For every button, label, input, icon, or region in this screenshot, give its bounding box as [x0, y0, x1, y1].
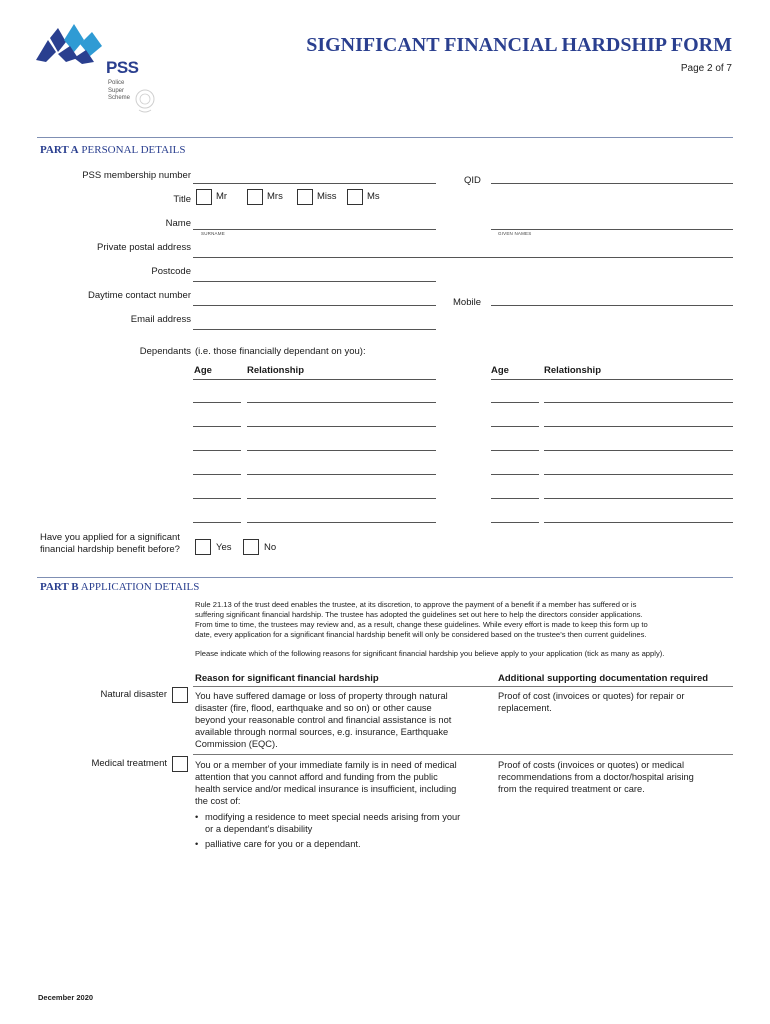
- qid-field[interactable]: [491, 183, 733, 184]
- dependants-age-header-left: Age: [194, 365, 212, 376]
- postcode-label: Postcode: [151, 266, 191, 277]
- postcode-field[interactable]: [193, 281, 436, 282]
- dependant-age-field[interactable]: [491, 498, 539, 499]
- dependant-age-field[interactable]: [193, 426, 241, 427]
- title-mrs-label: Mrs: [267, 191, 283, 202]
- medical-treatment-label: Medical treatment: [91, 758, 167, 769]
- mobile-label: Mobile: [453, 297, 481, 308]
- dependant-relationship-field[interactable]: [247, 402, 436, 403]
- natural-disaster-label: Natural disaster: [100, 689, 167, 700]
- title-miss-checkbox[interactable]: [297, 189, 313, 205]
- applied-no-checkbox[interactable]: [243, 539, 259, 555]
- reason-row-rule: [193, 754, 733, 755]
- dependants-age-header-right: Age: [491, 365, 509, 376]
- dependants-relationship-header-right: Relationship: [544, 365, 602, 376]
- dependant-relationship-field[interactable]: [247, 426, 436, 427]
- applied-yes-checkbox[interactable]: [195, 539, 211, 555]
- dependant-age-field[interactable]: [193, 402, 241, 403]
- membership-label: PSS membership number: [82, 170, 191, 181]
- medical-treatment-docs: Proof of costs (invoices or quotes) or medical recommendations from a doctor/hospital arising from the required treatment or care.: [498, 760, 694, 794]
- dependant-age-field[interactable]: [491, 450, 539, 451]
- logo-subtitle: Police Super Scheme: [108, 80, 131, 101]
- medical-treatment-bullet: • modifying a residence to meet special needs arising from your or a dependant’s disability: [195, 812, 461, 834]
- pss-logo: [36, 22, 166, 122]
- qid-label: QID: [464, 175, 481, 186]
- daytime-contact-field[interactable]: [193, 305, 436, 306]
- reason-table-header-rule: [193, 686, 733, 687]
- title-miss-label: Miss: [317, 191, 337, 202]
- medical-treatment-checkbox[interactable]: [172, 756, 188, 772]
- part-a-heading: PART A PERSONAL DETAILS: [40, 144, 186, 156]
- reason-column-header: Reason for significant financial hardship: [195, 673, 379, 684]
- title-mr-label: Mr: [216, 191, 228, 202]
- membership-number-field[interactable]: [193, 183, 436, 184]
- part-b-instruction: Please indicate which of the following reasons for significant financial hardship you believe apply to your application (tick as many as apply).: [195, 649, 665, 658]
- part-b-heading: PART B APPLICATION DETAILS: [40, 581, 200, 593]
- dependant-age-field[interactable]: [491, 522, 539, 523]
- dependant-age-field[interactable]: [193, 450, 241, 451]
- title-label: Title: [173, 194, 191, 205]
- logo-brand: PSS: [106, 58, 139, 77]
- applied-no-label: No: [264, 542, 277, 553]
- dependant-relationship-field[interactable]: [544, 522, 733, 523]
- dependant-age-field[interactable]: [193, 498, 241, 499]
- postal-address-label: Private postal address: [97, 242, 191, 253]
- natural-disaster-checkbox[interactable]: [172, 687, 188, 703]
- applied-before-label: Have you applied for a significant financial hardship benefit before?: [40, 532, 180, 555]
- surname-caption: SURNAME: [201, 231, 225, 236]
- mobile-field[interactable]: [491, 305, 733, 306]
- dependant-relationship-field[interactable]: [247, 474, 436, 475]
- dependant-relationship-field[interactable]: [544, 426, 733, 427]
- surname-field[interactable]: [193, 229, 436, 230]
- given-names-field[interactable]: [491, 229, 733, 230]
- dependant-age-field[interactable]: [193, 522, 241, 523]
- dependant-age-field[interactable]: [491, 474, 539, 475]
- docs-column-header: Additional supporting documentation required: [498, 673, 709, 684]
- medical-treatment-reason: You or a member of your immediate family is in need of medical attention that you cannot afford and funding from the public health service and/or medical insurance is insufficient, including the cost of:: [195, 760, 457, 806]
- pss-logo-mark-icon: [36, 22, 106, 64]
- header-divider: [37, 137, 733, 138]
- given-names-caption: GIVEN NAMES: [498, 231, 532, 236]
- page-title: SIGNIFICANT FINANCIAL HARDSHIP FORM: [306, 34, 732, 56]
- dependant-relationship-field[interactable]: [544, 402, 733, 403]
- bullet-icon: •: [195, 839, 199, 849]
- page-number: Page 2 of 7: [680, 63, 732, 74]
- crest-icon: [134, 86, 156, 114]
- medical-treatment-bullet: • palliative care for you or a dependant.: [195, 839, 361, 849]
- postal-address-field[interactable]: [193, 257, 733, 258]
- dependant-age-field[interactable]: [491, 426, 539, 427]
- dependant-relationship-field[interactable]: [247, 498, 436, 499]
- dependant-relationship-field[interactable]: [544, 498, 733, 499]
- title-mr-checkbox[interactable]: [196, 189, 212, 205]
- footer-date: December 2020: [38, 993, 94, 1002]
- dependants-note: (i.e. those financially dependant on you):: [195, 346, 366, 357]
- part-b-divider: [37, 577, 733, 578]
- dependant-relationship-field[interactable]: [247, 522, 436, 523]
- dependants-label: Dependants: [139, 346, 191, 357]
- dependant-relationship-field[interactable]: [544, 450, 733, 451]
- dependants-header-rule-left: [193, 379, 436, 380]
- name-label: Name: [165, 218, 191, 229]
- bullet-icon: •: [195, 812, 199, 822]
- dependants-relationship-header-left: Relationship: [247, 365, 305, 376]
- part-b-intro: Rule 21.13 of the trust deed enables the trustee, at its discretion, to approve the payment of a benefit if a member has suffered or is suffering significant financial hardship. The trustee has adopted the guidelines set out here to help the directors consider applications. From time to time, the trustees may review and, as a result, change these guidelines. While every effort is made to keep this form up to date, every application for a significant financial hardship benefit will only be considered based on the trustee’s then current guidelines.: [195, 600, 648, 639]
- dependants-header-rule-right: [491, 379, 733, 380]
- title-ms-checkbox[interactable]: [347, 189, 363, 205]
- natural-disaster-docs: Proof of cost (invoices or quotes) for repair or replacement.: [498, 691, 685, 713]
- daytime-contact-label: Daytime contact number: [88, 290, 191, 301]
- email-field[interactable]: [193, 329, 436, 330]
- dependant-relationship-field[interactable]: [544, 474, 733, 475]
- dependant-relationship-field[interactable]: [247, 450, 436, 451]
- title-mrs-checkbox[interactable]: [247, 189, 263, 205]
- dependant-age-field[interactable]: [193, 474, 241, 475]
- title-ms-label: Ms: [367, 191, 380, 202]
- applied-yes-label: Yes: [216, 542, 232, 553]
- natural-disaster-reason: You have suffered damage or loss of property through natural disaster (fire, flood, earthquake and so on) or other cause beyond your reasonable control and financial assistance is not available through normal sources, e.g. insurance, Earthquake Commission (EQC).: [195, 691, 452, 749]
- email-label: Email address: [130, 314, 191, 325]
- dependant-age-field[interactable]: [491, 402, 539, 403]
